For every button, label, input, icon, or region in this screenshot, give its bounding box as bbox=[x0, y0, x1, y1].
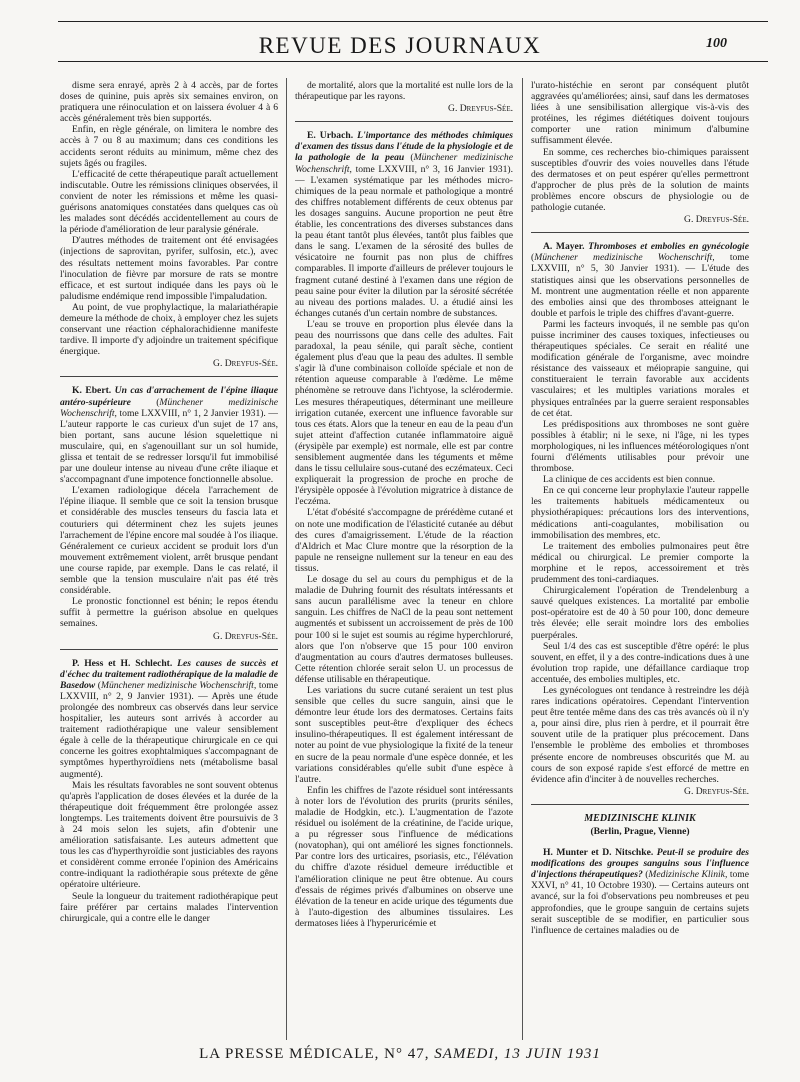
article-authors: H. Munter et D. Nitschke. bbox=[543, 847, 654, 859]
article-source: Münchener medizinische Wochenschrift, bbox=[295, 152, 513, 175]
paragraph: Seul 1/4 des cas est susceptible d'être opéré: le plus souvent, en effet, il y a des contre-indications dues à une évolution trop rapide, une défaillance cardiaque trop accentuée, des embolies multiples, etc. bbox=[531, 640, 749, 685]
article-title: L'importance des méthodes chimiques d'examen des tissus dans l'étude de la physiologie et de la pathologie de la peau bbox=[295, 130, 513, 164]
article-text: tome LXXVIII, n° 1, 2 Janvier 1931). — L'auteur rapporte le cas curieux d'un sujet de 17 ans, bien portant, sans aucune lésion squelettique ni musculaire, qui, en s'agenouillant sur un sol humide, glissa et tentait de se redresser lorsqu'il fut immobilisé par une douleur intense au niveau d'une crête iliaque et s'accompagnant d'une impotence fonctionnelle absolue. bbox=[60, 407, 278, 486]
footer-journal: LA PRESSE MÉDICALE, bbox=[199, 1046, 380, 1062]
text-column-3 bbox=[531, 80, 749, 1040]
footer-date: 13 JUIN 1931 bbox=[503, 1046, 601, 1062]
paragraph: Les variations du sucre cutané seraient un test plus sensible que celles du sucre sanguin, ainsi que le démontre leur étude lors des dermatoses. Certains faits sont susceptibles peut-être d'expliquer des échecs insulino-thérapeutiques. Il est également intéressant de noter au point de vue physiologique la fixité de la teneur en sucre de la peau normale d'une espèce donnée, et les variations considérables qu'elle subit d'une espèce à l'autre. bbox=[295, 684, 513, 785]
article-abstract: K. Ebert. Un cas d'arrachement de l'épine iliaque antéro-supérieure (Münchener medizinische Wochenschrift, tome LXXVIII, n° 1, 2 Janvier 1931). — L'auteur rapporte le cas curieux d'un sujet de 17 ans, bien portant, sans aucune lésion squelettique ni musculaire, qui, en s'agenouillant sur un sol humide, glissa et tentait de se redresser lorsqu'il fut immobilisé par une douleur intense au niveau d'une crête iliaque et s'accompagnant d'une impotence fonctionnelle absolue. bbox=[60, 385, 278, 486]
paragraph: En somme, ces recherches bio-chimiques paraissent susceptibles d'ouvrir des voies nouvelles dans l'étude des dermatoses et on peut espérer qu'elles permettront d'approcher de plus près de la solution de maints problèmes encore obscurs de physiologie ou de pathologie cutanée. bbox=[531, 146, 749, 214]
paragraph: L'état d'obésité s'accompagne de prérédème cutané et on note une modification de l'élasticité cutanée au début des cures d'amaigrissement. L'étude de la réaction d'Aldrich et Mac Clure montre que la résorption de la papule ne renseigne nullement sur la teneur en eau des tissus. bbox=[295, 507, 513, 574]
article-authors: P. Hess et H. Schlecht. bbox=[72, 657, 173, 669]
page-footer bbox=[0, 1046, 800, 1063]
article-source: Münchener medizinische Wochenschrift, bbox=[100, 679, 257, 691]
paragraph: Enfin les chiffres de l'azote résiduel sont intéressants à noter lors de l'évolution des prurits (prurits séniles, maladie de Hodgkin, etc.). L'augmentation de l'azote résiduel ou isolément de la créatinine, de l'acide urique, a pu régresser sous l'influence de médications (novatophan), qui ont amélioré les signes fonctionnels. Par contre lors des urticaires, psoriasis, etc., l'élévation du chiffre d'azote résiduel demeure irréductible et l'amélioration clinique ne peut être obtenue. Au cours d'essais de régimes privés d'albumines on observe une élévation de la teneur en acide urique des téguments due à l'auto-digestion des albumines tissulaires. Les dermatoses liées à l'hyperuricémie et bbox=[295, 784, 513, 929]
article-separator bbox=[531, 804, 749, 805]
article-authors: K. Ebert. bbox=[72, 385, 112, 397]
column-divider bbox=[286, 78, 287, 1040]
author-signature: G. Dreyfus-Sée. bbox=[213, 358, 278, 370]
paragraph: L'examen radiologique décela l'arrachement de l'épine iliaque. Il semble que ce soit la tension brusque et considérable des muscles tenseurs du fascia lata et couturiers qui déterminent chez les sujets jeunes l'arrachement de l'épine encore mal soudée à l'os iliaque. Généralement ce curieux accident se produit lors d'un mouvement extrêmement violent, arrêt brusque pendant une course rapide, par exemple. Dans le cas relaté, il semble que la tension musculaire n'ait pas été très considérable. bbox=[60, 485, 278, 597]
paragraph: Le traitement des embolies pulmonaires peut être médical ou chirurgical. Le premier comporte la morphine et le repos, accessoirement et très prudemment des toni-cardiaques. bbox=[531, 540, 749, 586]
article-text: tome LXXVIII, n° 5, 30 Janvier 1931). — L'étude des statistiques ainsi que les observations personnelles de M. montrent une augmentation réelle et non apparente des embolies ainsi que des thromboses atteignant le double et parfois le triple des chiffres d'avant-guerre. bbox=[531, 252, 749, 319]
paragraph: Les gynécologues ont tendance à restreindre les déjà rares indications opératoires. Cependant l'intervention peut être tentée même dans des cas très avancés où il n'y a, pour ainsi dire, plus rien à perdre, et il pourrait être souvent utile de la pratiquer plus précocement. Dans l'ensemble le problème des embolies et thromboses présente encore de nombreuses obscurités que M. au cours de son exposé rapide s'est efforcé de mettre en évidence afin d'inciter à de nouvelles recherches. bbox=[531, 684, 749, 785]
text-column-2 bbox=[295, 80, 513, 1040]
paragraph: Enfin, en règle générale, on limitera le nombre des accès à 7 ou 8 au maximum; dans ces conditions les accidents seront réduits au minimum, même chez des sujets âgés ou fragiles. bbox=[60, 124, 278, 169]
page-number: 100 bbox=[706, 36, 727, 51]
article-authors: A. Mayer. bbox=[543, 241, 585, 253]
article-title: Thromboses et embolies en gynécologie bbox=[588, 241, 749, 253]
paragraph: Chirurgicalement l'opération de Trendelenburg a sauvé quelques existences. La mortalité par embolie post-opératoire est de 40 à 50 pour 100, donc demeure très élevée; elle serait moindre lors des embolies puerpérales. bbox=[531, 585, 749, 641]
paragraph: Le pronostic fonctionnel est bénin; le repos étendu suffit à permettre la guérison absolue en quelques semaines. bbox=[60, 596, 278, 630]
article-separator bbox=[60, 649, 278, 650]
article-title: Les causes de succès et d'échec du traitement radiothérapique de la maladie de Basedow bbox=[60, 657, 278, 691]
page-title: REVUE DES JOURNAUX bbox=[258, 33, 542, 58]
paragraph: de mortalité, alors que la mortalité est nulle lors de la thérapeutique par les rayons. bbox=[295, 80, 513, 103]
paragraph: D'autres méthodes de traitement ont été envisagées (injections de saprovitan, pyrifer, sulfosin, etc.), avec des résultats nettement moins favorables. Par contre l'inoculation de fièvre par morsure de rats se montre efficace, et est surtout indiquée dans les pays où le paludisme endémique rend impossible l'impaludation. bbox=[60, 235, 278, 302]
article-title: Peut-il se produire des modifications des groupes sanguins sous l'influence d'injections thérapeutiques? bbox=[531, 847, 749, 881]
footer-issue: N° 47, bbox=[384, 1046, 430, 1062]
article-separator bbox=[531, 232, 749, 233]
author-signature: G. Dreyfus-Sée. bbox=[448, 103, 513, 115]
article-separator bbox=[60, 376, 278, 377]
article-text: tome LXXVIII, n° 2, 9 Janvier 1931). — Après une étude prolongée des nombreux cas observés dans leur service hospitalier, les auteurs sont arrivés à accorder au traitement radiothérapique une valeur sensiblement égale à celle de la thérapeutique chirurgicale en ce qui concerne les goitres exophtalmiques s'accompagnant de symptômes hyperthyroïdiens nets (métabolisme basal augmenté). bbox=[60, 679, 278, 780]
text-column-1 bbox=[60, 80, 278, 1040]
article-source: Münchener medizinische Wochenschrift, bbox=[534, 252, 715, 264]
article-abstract: H. Munter et D. Nitschke. Peut-il se produire des modifications des groupes sanguins sous l'influence d'injections thérapeutiques? (Medizinische Klinik, tome XXVI, n° 41, 10 Octobre 1930). — Certains auteurs ont avancé, sur la foi d'observations peu nombreuses et peu approfondies, que le groupe sanguin de certains sujets serait susceptible de se modifier, en particulier sous l'influence de certaines maladies ou de bbox=[531, 847, 749, 936]
article-title: Un cas d'arrachement de l'épine iliaque antéro-supérieure bbox=[60, 385, 278, 408]
journal-section-heading: (Berlin, Prague, Vienne) bbox=[590, 826, 690, 837]
paragraph: En ce qui concerne leur prophylaxie l'auteur rappelle les traitements habituels médicamenteux ou physiothérapiques: précautions lors des interventions, médications anti-coagulantes, mobilisation ou immobilisation des membres, etc. bbox=[531, 485, 749, 541]
footer-day: SAMEDI, bbox=[434, 1046, 500, 1062]
journal-section-heading: MEDIZINISCHE KLINIK bbox=[584, 812, 696, 824]
author-signature: G. Dreyfus-Sée. bbox=[213, 630, 278, 642]
article-text: tome LXXVIII, n° 3, 16 Janvier 1931). — L'examen systématique par les méthodes micro-chimiques de la peau normale et pathologique a montré des chiffres notablement différents de ceux obtenus par les dosages sanguins. Aucune proportion ne peut être établie, les concentrations des diverses substances dans la peau étant tantôt plus élevées, tantôt plus faibles que dans le sang. L'examen de la sérosité des bulles de vésicatoire ne fournit pas non plus de chiffres comparables. Il importe d'ailleurs de prélever toujours le fragment cutané destiné à l'examen dans une région de peau saine pour éviter la dilution par la sérosité sécrétée au niveau des portions malades. U. a étudié ainsi les échanges cutanés d'un certain nombre de substances. bbox=[295, 163, 513, 319]
paragraph: L'eau se trouve en proportion plus élevée dans la peau des nourrissons que dans celle des adultes. Fait paradoxal, la peau sénile, qui paraît sèche, contient également plus d'eau que la peau des adultes. Il semble s'agir là d'une combinaison colloïde spéciale et non de rétention aqueuse comparable à l'œdème. Le même phénomène se retrouve dans l'ichtyose, la sclérodermie. Les mesures thérapeutiques, déterminant une meilleure irrigation cutanée, exercent une influence favorable sur tous ces états. Alors que la teneur en eau de la peau d'un sujet atteint d'affection cutanée inflammatoire aiguë (érysipèle par exemple) est normale, elle est par contre sensiblement augmentée dans les téguments et même dans le tissu cellulaire sous-cutané des eczémateux. Ceci expliquerait la progression de proche en proche de l'érysipèle opposée à l'évolution migratrice à distance de l'eczéma. bbox=[295, 318, 513, 508]
paragraph: Au point, de vue prophylactique, la malariathérapie demeure la méthode de choix, à employer chez les sujets conservant une réaction céphalorachidienne manifeste tardive. Il importe d'y adjoindre un traitement spécifique énergique. bbox=[60, 301, 278, 358]
paragraph: l'urato-histéchie en seront par conséquent plutôt aggravées qu'améliorées; ainsi, sauf dans les dermatoses liées à une sensibilisation allergique vis-à-vis des protéines, les régimes diététiques doivent toujours comporter une ration minimum d'albumine suffisamment élevée. bbox=[531, 80, 749, 147]
paragraph: Parmi les facteurs invoqués, il ne semble pas qu'on puisse incriminer des causes toxiques, infectieuses ou thérapeutiques spéciales. Ce serait en réalité une modification générale de l'organisme, avec moindre résistance des vaisseaux et méioprapie sanguine, qui constitueraient le terrain favorable aux accidents vasculaires; et les multiples variations morales et physiques entraînées par la guerre seraient responsables de cet état. bbox=[531, 318, 749, 419]
author-signature: G. Dreyfus-Sée. bbox=[684, 785, 749, 797]
paragraph: Seule la longueur du traitement radiothérapique peut faire préférer par certains malades l'intervention chirurgicale, qui a contre elle le danger bbox=[60, 890, 278, 924]
paragraph: disme sera enrayé, après 2 à 4 accès, par de fortes doses de quinine, puis après six semaines environ, on pratiquera une réinoculation et on laissera évoluer 4 à 6 accès généralement très bien supportés. bbox=[60, 80, 278, 125]
paragraph: Mais les résultats favorables ne sont souvent obtenus qu'après l'application de doses élevées et la durée de la thérapeutique doit fréquemment être prolongée assez longtemps. Les traitements doivent être poursuivis de 3 à 24 mois selon les sujets, afin d'obtenir une amélioration satisfaisante. Les auteurs admettent que tous les cas d'hyperthyroïdie sont justiciables des rayons et considèrent comme erronée l'opinion des Américains contre-indiquant la radiothérapie sous prétexte de gêne opératoire ultérieure. bbox=[60, 779, 278, 891]
article-text: tome XXVI, n° 41, 10 Octobre 1930). — Certains auteurs ont avancé, sur la foi d'observations peu nombreuses et peu approfondies, que le groupe sanguin de certains sujets serait susceptible de se modifier, en particulier sous l'influence de certaines maladies ou de bbox=[531, 869, 749, 936]
header-top-rule bbox=[58, 21, 768, 22]
article-abstract: P. Hess et H. Schlecht. Les causes de succès et d'échec du traitement radiothérapique de la maladie de Basedow (Münchener medizinische Wochenschrift, tome LXXVIII, n° 2, 9 Janvier 1931). — Après une étude prolongée des nombreux cas observés dans leur service hospitalier, les auteurs sont arrivés à accorder au traitement radiothérapique une valeur sensiblement égale à celle de la thérapeutique chirurgicale en ce qui concerne les goitres exophtalmiques s'accompagnant de symptômes hyperthyroïdiens nets (métabolisme basal augmenté). bbox=[60, 657, 278, 780]
paragraph: Le dosage du sel au cours du pemphigus et de la maladie de Duhring fournit des résultats intéressants et sans aucun parallélisme avec la teneur en chlore sanguin. Les chiffres de NaCl de la peau sont nettement augmentés et subissent un accroissement de près de 100 pour 100 si le sujet est soumis au régime hyperchloruré, alors que l'on n'observe que 15 pour 100 environ d'augmentation au cours d'autres dermatoses bulleuses. Cette rétention chlorée serait selon U. un processus de défense utilisable en thérapeutique. bbox=[295, 574, 513, 685]
article-authors: E. Urbach. bbox=[307, 130, 354, 142]
article-separator bbox=[295, 121, 513, 122]
paragraph: Les prédispositions aux thromboses ne sont guère possibles à établir; ni le sexe, ni l'âge, ni les types morphologiques, ni les influences météorologiques n'ont fourni d'éléments utilisables pour prévoir une thrombose. bbox=[531, 418, 749, 475]
article-source: Medizinische Klinik, bbox=[648, 869, 728, 881]
article-abstract: E. Urbach. L'importance des méthodes chimiques d'examen des tissus dans l'étude de la physiologie et de la pathologie de la peau (Münchener medizinische Wochenschrift, tome LXXVIII, n° 3, 16 Janvier 1931). — L'examen systématique par les méthodes micro-chimiques de la peau normale et pathologique a montré des chiffres notablement différents de ceux obtenus par les dosages sanguins. Aucune proportion ne peut être établie, les concentrations des diverses substances dans la peau étant tantôt plus élevées, tantôt plus faibles que dans le sang. L'examen de la sérosité des bulles de vésicatoire ne fournit pas non plus de chiffres comparables. Il importe d'ailleurs de prélever toujours le fragment cutané destiné à l'examen dans une région de peau saine pour éviter la dilution par la sérosité sécrétée au niveau des portions malades. U. a étudié ainsi les échanges cutanés d'un certain nombre de substances. bbox=[295, 130, 513, 319]
article-abstract: A. Mayer. Thromboses et embolies en gynécologie (Münchener medizinische Wochenschrift, tome LXXVIII, n° 5, 30 Janvier 1931). — L'étude des statistiques ainsi que les observations personnelles de M. montrent une augmentation réelle et non apparente des embolies ainsi que des thromboses atteignant le double et parfois le triple des chiffres d'avant-guerre. bbox=[531, 241, 749, 319]
paragraph: L'efficacité de cette thérapeutique paraît actuellement indiscutable. Outre les rémissions cliniques observées, il convient de noter les rémissions et même les quasi-guérisons anatomiques constatées dans quelques cas où les malades sont décédés accidentellement au cours de la période d'amélioration de leur paralysie générale. bbox=[60, 168, 278, 236]
header-bottom-rule bbox=[58, 61, 768, 62]
author-signature: G. Dreyfus-Sée. bbox=[684, 214, 749, 226]
paragraph: La clinique de ces accidents est bien connue. bbox=[543, 474, 716, 486]
column-divider bbox=[522, 78, 523, 1040]
article-source: Münchener medizinische Wochenschrift, bbox=[60, 396, 278, 419]
